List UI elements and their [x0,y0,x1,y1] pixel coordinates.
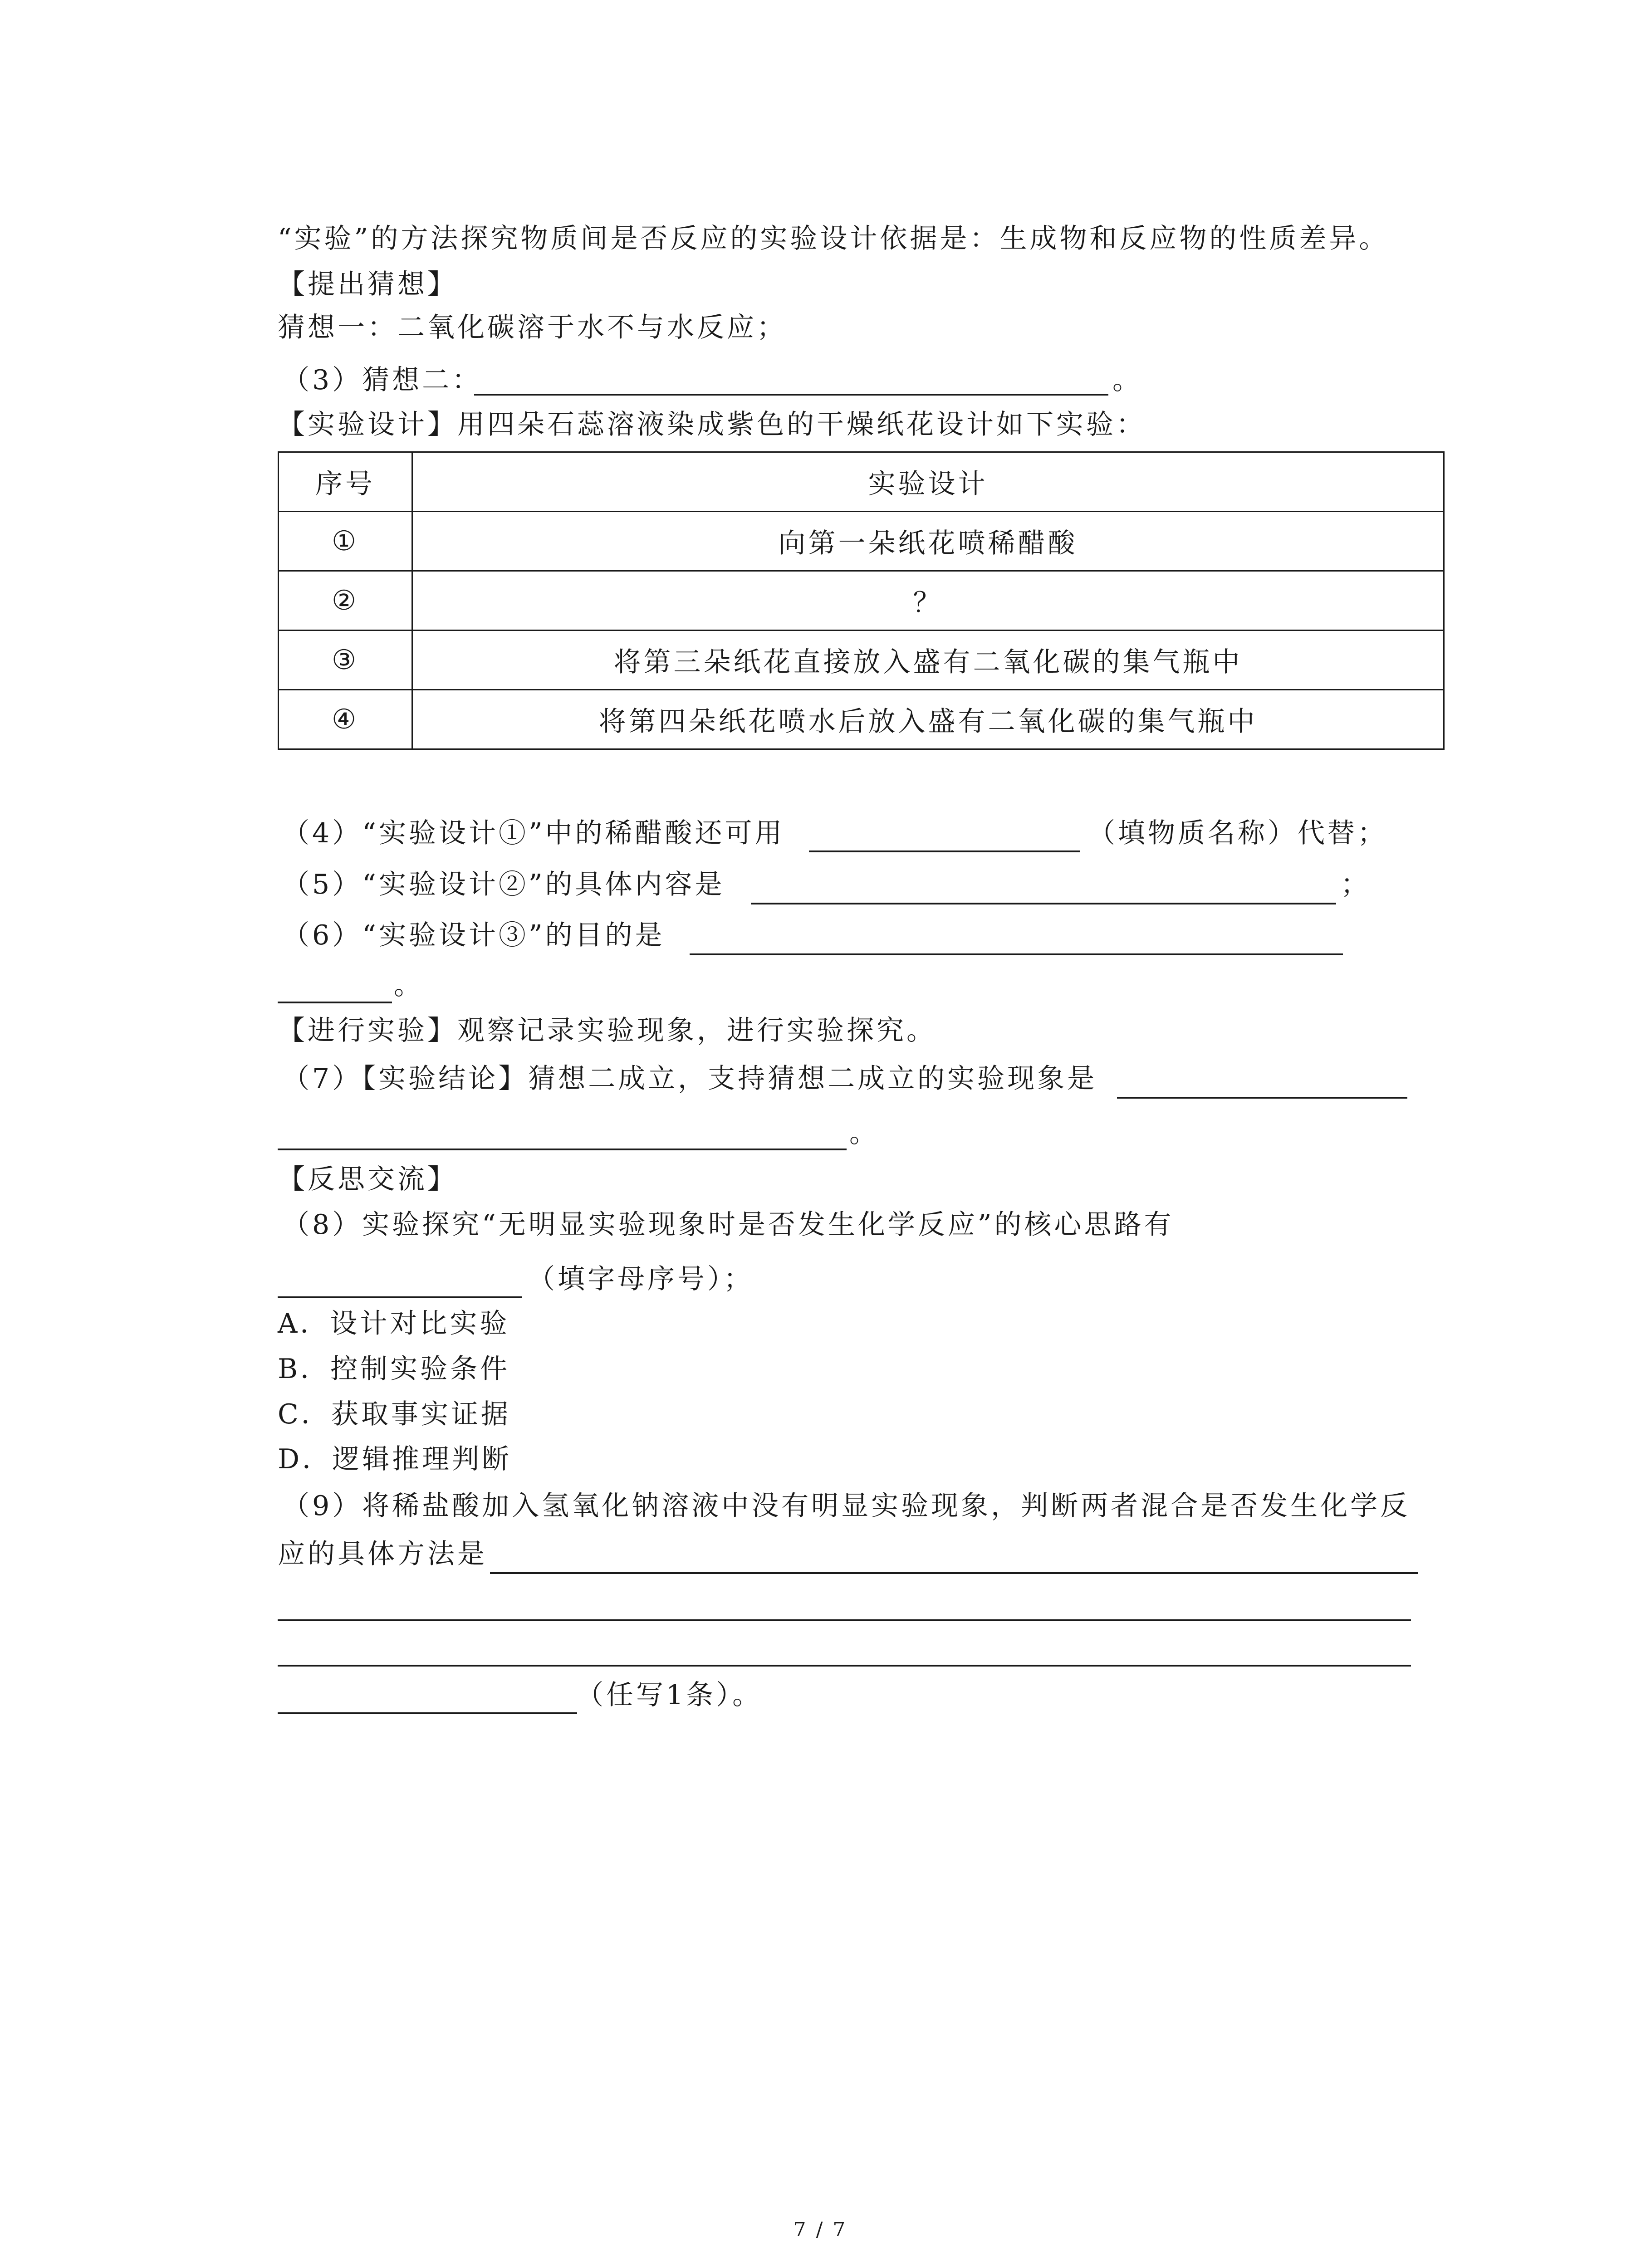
q7-answer-blank-1[interactable] [1117,1097,1407,1099]
q6-end: 。 [394,969,424,1001]
q7-label: （7）【实验结论】猜想二成立，支持猜想二成立的实验现象是 [282,1063,1097,1095]
section-experiment-design: 【实验设计】用四朵石蕊溶液染成紫色的干燥纸花设计如下实验： [278,409,1146,440]
table-cell-number: ② [279,571,412,631]
q6-answer-blank-1[interactable] [690,953,1343,955]
hypothesis-one: 猜想一：二氧化碳溶于水不与水反应； [278,312,787,343]
intro-line: “实验”的方法探究物质间是否反应的实验设计依据是：生成物和反应物的性质差异。 [278,223,1389,254]
table-cell-design: 将第四朵纸花喷水后放入盛有二氧化碳的集气瓶中 [412,690,1444,749]
table-header-cell: 实验设计 [412,452,1444,512]
q8-label: （8）实验探究“无明显实验现象时是否发生化学反应”的核心思路有 [282,1209,1174,1241]
table-cell-number: ③ [279,631,412,690]
table-cell-design: ？ [412,571,1444,631]
q9-answer-blank-2[interactable] [278,1619,1411,1621]
section-conduct-experiment: 【进行实验】观察记录实验现象，进行实验探究。 [278,1015,936,1046]
q6-answer-blank-2[interactable] [278,1002,392,1003]
q4-end: （填物质名称）代替； [1088,817,1387,849]
q9-line1: （9）将稀盐酸加入氢氧化钠溶液中没有明显实验现象，判断两者混合是否发生化学反 [282,1490,1411,1522]
q9-end: （任写1条）。 [576,1679,763,1711]
q5-answer-blank[interactable] [751,903,1336,904]
option-b: B．控制实验条件 [278,1353,510,1385]
q8-end: （填字母序号）； [528,1263,754,1295]
section-reflection: 【反思交流】 [278,1163,457,1195]
q5-end: ； [1341,869,1371,900]
table-row [279,690,1444,749]
table-row [279,631,1444,690]
q9-answer-blank-1[interactable] [490,1572,1418,1574]
table-row [279,571,1444,631]
q3-answer-blank[interactable] [474,394,1108,396]
option-d: D．逻辑推理判断 [278,1443,512,1475]
q9-line2: 应的具体方法是 [278,1538,487,1570]
q4-answer-blank[interactable] [809,850,1080,852]
table-header-cell: 序号 [279,452,412,512]
q5-label: （5）“实验设计②”的具体内容是 [282,869,725,900]
q7-answer-blank-2[interactable] [278,1149,847,1150]
table-cell-number: ① [279,512,412,571]
option-c: C．获取事实证据 [278,1398,511,1430]
table-cell-number: ④ [279,690,412,749]
q6-label: （6）“实验设计③”的目的是 [282,919,665,951]
q3-label: （3）猜想二： [282,364,482,396]
table-row [279,512,1444,571]
q7-end: 。 [849,1117,879,1149]
q9-answer-blank-4[interactable] [278,1712,577,1714]
q9-answer-blank-3[interactable] [278,1665,1411,1667]
page-number: 7 / 7 [793,2218,847,2241]
q8-answer-blank[interactable] [278,1296,522,1298]
option-a: A．设计对比实验 [278,1308,510,1339]
experiment-design-table [278,451,1445,750]
q3-end: 。 [1112,364,1142,396]
q4-label: （4）“实验设计①”中的稀醋酸还可用 [282,817,785,849]
table-cell-design: 将第三朵纸花直接放入盛有二氧化碳的集气瓶中 [412,631,1444,690]
table-header-row [279,452,1444,512]
section-propose-hypothesis: 【提出猜想】 [278,269,457,300]
table-cell-design: 向第一朵纸花喷稀醋酸 [412,512,1444,571]
